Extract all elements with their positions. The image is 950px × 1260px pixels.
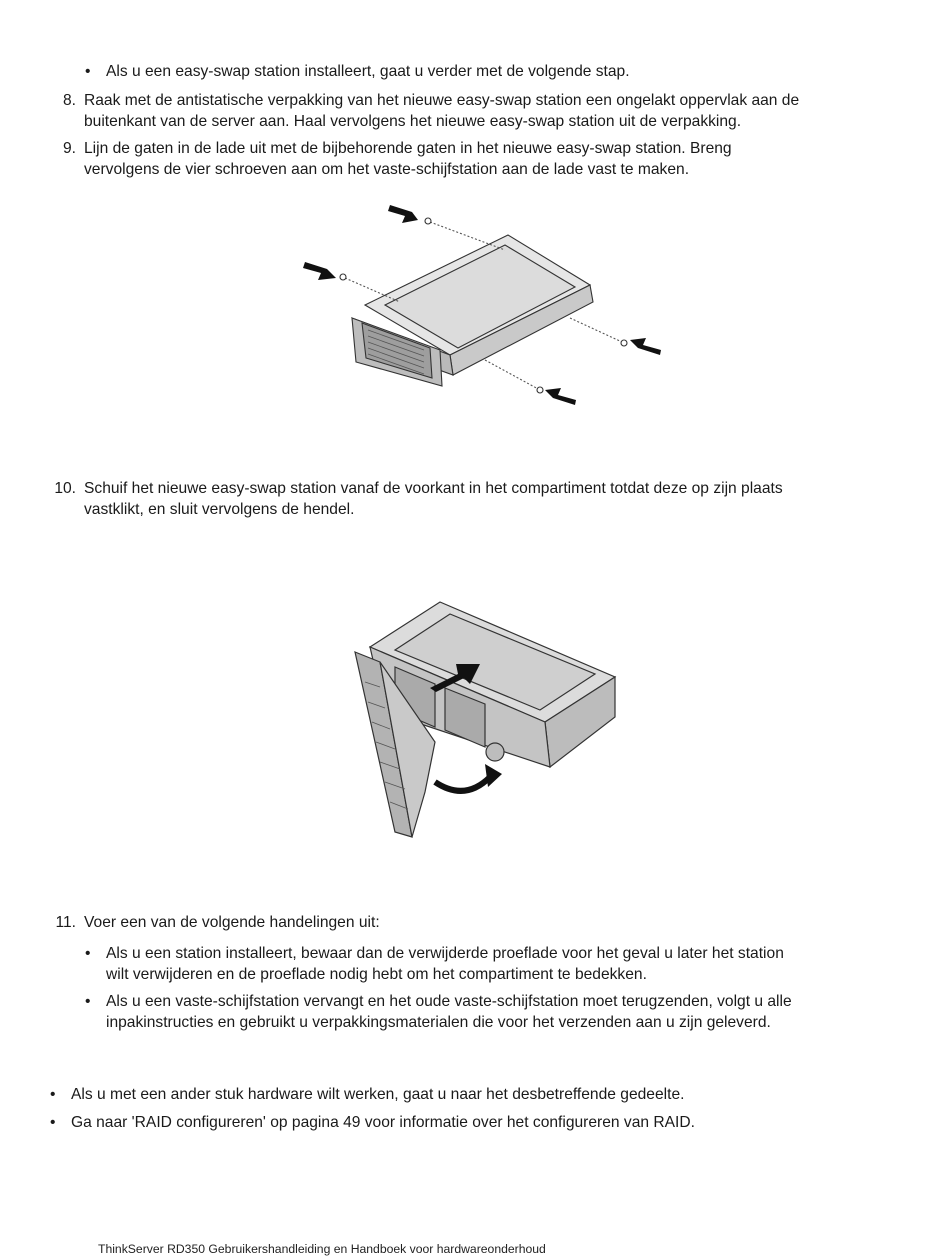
step-number: 11. [55,914,76,931]
step-line: Raak met de antistatische verpakking van het nieuwe easy-swap station een ongelakt oppervlak aan de [84,92,800,109]
page-footer: ThinkServer RD350 Gebruikershandleiding en Handboek voor hardwareonderhoud [98,1242,546,1256]
step-number: 9. [62,140,76,157]
bullet-line: • Als u een vaste-schijfstation vervangt en het oude vaste-schijfstation moet terugzenden, volgt u alle [106,993,792,1010]
step-11-bullet-install [106,943,784,985]
install-drive-handle-illustration [350,592,620,837]
bullet-line: wilt verwijderen en de proeflade nodig hebt om het compartiment te bedekken. [106,966,647,983]
step-10-text [84,478,783,520]
step-line: vastklikt, en sluit vervolgens de hendel. [84,501,355,518]
step-line: vervolgens de vier schroeven aan om het vaste-schijfstation aan de lade vast te maken. [84,161,690,178]
step-number: 8. [62,92,76,109]
next-bullet-other-hardware [71,1084,684,1105]
drive-tray-screws-illustration [290,190,670,420]
next-bullet-raid [71,1112,695,1133]
bullet-text: Als u een easy-swap station installeert, gaat u verder met de volgende stap. [106,63,630,80]
step-line: Schuif het nieuwe easy-swap station vanaf de voorkant in het compartiment totdat deze op zijn plaats [84,480,783,497]
bullet-continue-next-step [106,61,630,82]
step-line: Lijn de gaten in de lade uit met de bijbehorende gaten in het nieuwe easy-swap station. Breng [84,140,732,157]
step-11-text: Voer een van de volgende handelingen uit: [84,914,380,931]
bullet-text: Ga naar 'RAID configureren' op pagina 49 voor informatie over het configureren van RAID. [71,1114,695,1131]
bullet-text: Als u met een ander stuk hardware wilt werken, gaat u naar het desbetreffende gedeelte. [71,1086,685,1103]
step-8-text [84,90,799,132]
step-9-text [84,138,732,180]
step-11-bullet-replace [106,991,792,1033]
step-line: buitenkant van de server aan. Haal vervolgens het nieuwe easy-swap station uit de verpakking. [84,113,742,130]
bullet-line: inpakinstructies en gebruikt u verpakkingsmaterialen die voor het verzenden aan u zijn geleverd. [106,1014,771,1031]
bullet-line: • Als u een station installeert, bewaar dan de verwijderde proeflade voor het geval u later het station [106,945,784,962]
step-number: 10. [54,480,76,497]
